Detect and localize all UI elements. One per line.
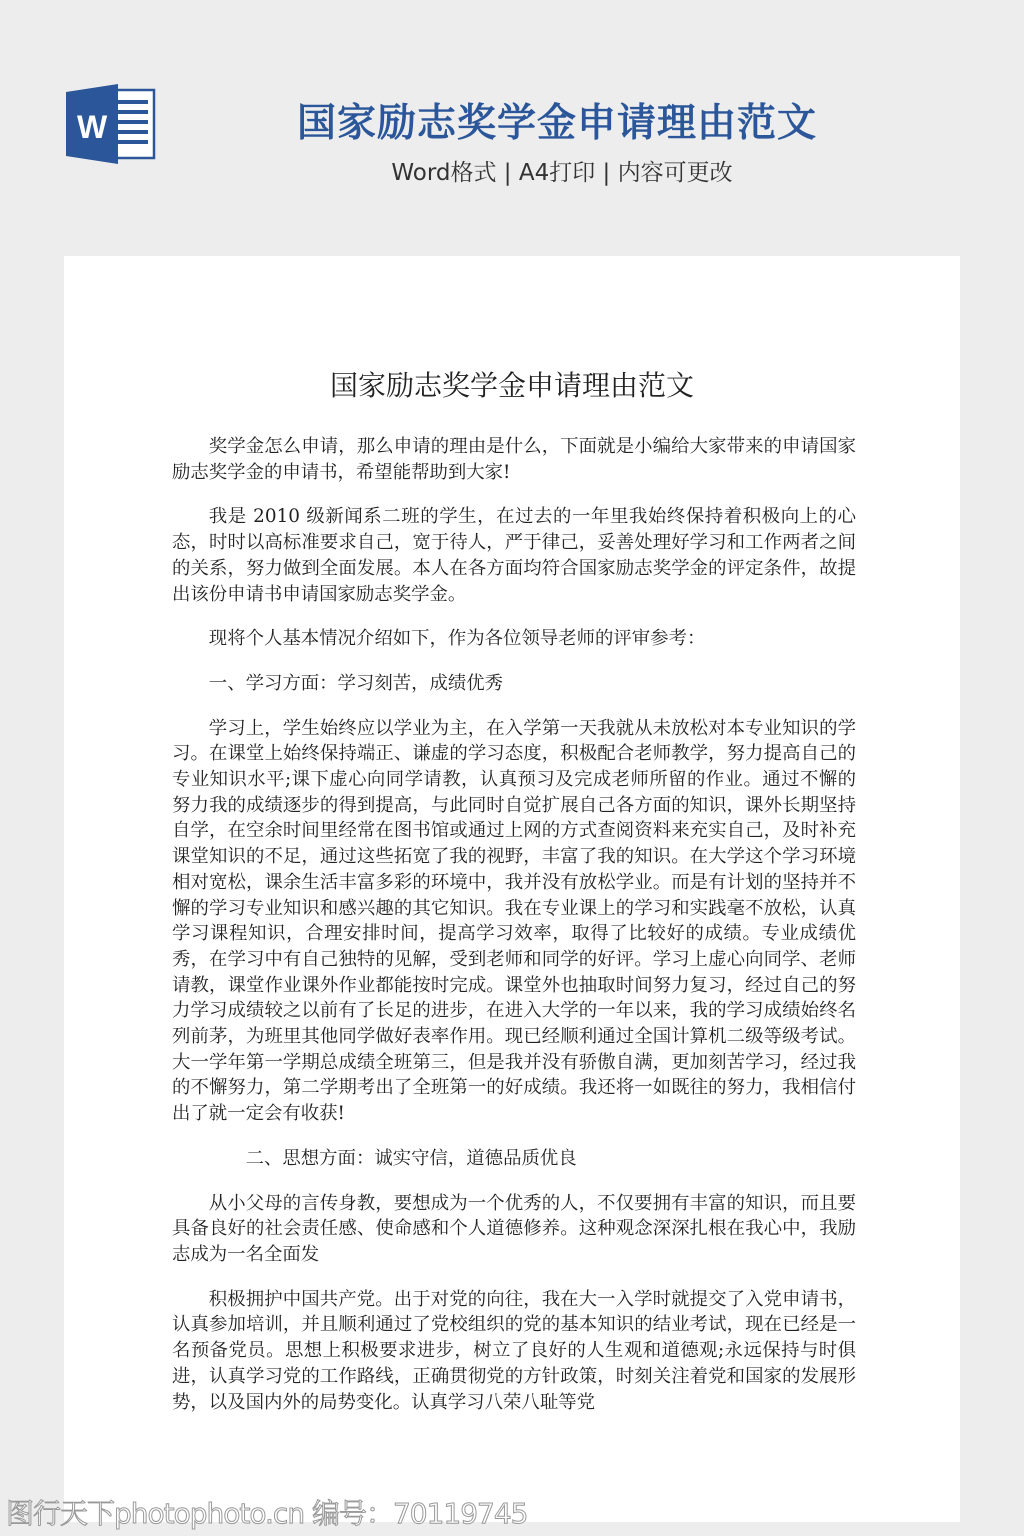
paragraph: 从小父母的言传身教，要想成为一个优秀的人，不仅要拥有丰富的知识，而且要具备良好的社会责任感、使命感和个人道德修养。这种观念深深扎根在我心中，我励志成为一名全面发 <box>172 1192 856 1265</box>
paragraph: 现将个人基本情况介绍如下，作为各位领导老师的评审参考： <box>208 628 706 650</box>
document-title: 国家励志奖学金申请理由范文 <box>329 369 694 402</box>
document-body <box>172 434 856 1434</box>
header-title: 国家励志奖学金申请理由范文 <box>296 101 817 146</box>
section-heading: 二、思想方面：诚实守信，道德品质优良 <box>245 1147 577 1169</box>
document-page <box>64 256 960 1522</box>
paragraph: 积极拥护中国共产党。出于对党的向往，我在大一入学时就提交了入党申请书，认真参加培训，并且顺利通过了党校组织的党的基本知识的结业考试，现在已经是一名预备党员。思想上积极要求进步，树立了良好的人生观和道德观;永远保持与时俱进，认真学习党的工作路线，正确贯彻党的方针政策，时刻关注着党和国家的发展形势，以及国内外的局势变化。认真学习八荣八耻等党 <box>172 1288 856 1413</box>
paragraph: 我是 2010 级新闻系二班的学生，在过去的一年里我始终保持着积极向上的心态，时时以高标准要求自己，宽于待人，严于律己，妥善处理好学习和工作两者之间的关系，努力做到全面发展。本人在各方面均符合国家励志奖学金的评定条件，故提出该份申请书申请国家励志奖学金。 <box>172 506 856 605</box>
word-logo-letter: W <box>77 109 108 145</box>
paragraph: 奖学金怎么申请，那么申请的理由是什么，下面就是小编给大家带来的申请国家励志奖学金的申请书，希望能帮助到大家! <box>172 436 856 483</box>
paragraph: 学习上，学生始终应以学业为主，在入学第一天我就从未放松对本专业知识的学习。在课堂上始终保持端正、谦虚的学习态度，积极配合老师教学，努力提高自己的专业知识水平;课下虚心向同学请教，认真预习及完成老师所留的作业。通过不懈的努力我的成绩逐步的得到提高，与此同时自觉扩展自己各方面的知识，课外长期坚持自学，在空余时间里经常在图书馆或通过上网的方式查阅资料来充实自己，及时补充课堂知识的不足，通过这些拓宽了我的视野，丰富了我的知识。在大学这个学习环境相对宽松，课余生活丰富多彩的环境中，我并没有放松学业。而是有计划的坚持并不懈的学习专业知识和感兴趣的其它知识。我在专业课上的学习和实践毫不放松，认真学习课程知识，合理安排时间，提高学习效率，取得了比较好的成绩。专业成绩优秀，在学习中有自己独特的见解，受到老师和同学的好评。学习上虚心向同学、老师请教，课堂作业课外作业都能按时完成。课堂外也抽取时间努力复习，经过自己的努力学习成绩较之以前有了长足的进步，在进入大学的一年以来，我的学习成绩始终名列前茅，为班里其他同学做好表率作用。现已经顺利通过全国计算机二级等级考试。大一学年第一学期总成绩全班第三，但是我并没有骄傲自满，更加刻苦学习，经过我的不懈努力，第二学期考出了全班第一的好成绩。我还将一如既往的努力，我相信付出了就一定会有收获! <box>172 717 856 1125</box>
watermark: 图行天下photophoto.cn 编号：70119745 <box>6 1497 528 1530</box>
header-subtitle: Word格式 | A4打印 | 内容可更改 <box>391 160 733 186</box>
section-heading: 一、学习方面：学习刻苦，成绩优秀 <box>208 672 504 694</box>
